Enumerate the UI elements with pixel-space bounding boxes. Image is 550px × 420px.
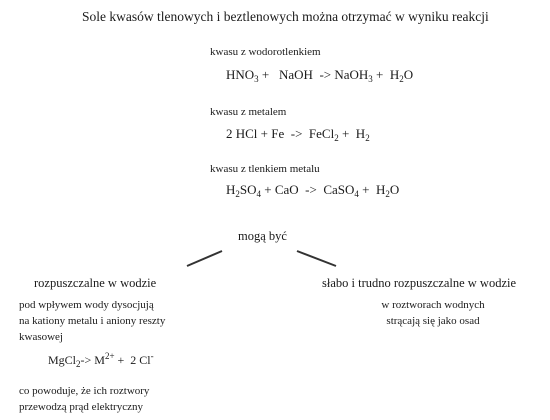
equation-acid-metal-oxide: $H_2SO_4$ + CaO -> CaSO$_4$ + $H_2O$ bbox=[226, 182, 400, 199]
right-branch-line bbox=[297, 251, 336, 266]
reaction-label-acid-metal: kwasu z metalem bbox=[210, 106, 287, 118]
middle-label: mogą być bbox=[238, 229, 287, 243]
reaction-label-acid-hydroxide: kwasu z wodorotlenkiem bbox=[210, 46, 321, 58]
equation-acid-metal: 2 HCl + Fe -> FeCl$_2$ + $H_2$ bbox=[226, 126, 370, 143]
equation-acid-hydroxide: $HNO_3$ + NaOH -> NaOH$_3$ + $H_2O$ bbox=[226, 67, 414, 84]
reaction-label-acid-metal-oxide: kwasu z tlenkiem metalu bbox=[210, 163, 320, 175]
left-branch-line bbox=[187, 251, 222, 266]
left-branch-heading: rozpuszczalne w wodzie bbox=[34, 276, 157, 290]
dissociation-equation: MgCl$_2$-> $M^{2+} + 2$ Cl- bbox=[48, 351, 154, 369]
right-branch-description: w roztworach wodnych strącają się jako osad bbox=[381, 299, 485, 327]
diagram-title: Sole kwasów tlenowych i beztlenowych można otrzymać w wyniku reakcji bbox=[82, 9, 489, 24]
right-branch-heading: słabo i trudno rozpuszczalne w wodzie bbox=[322, 276, 517, 290]
left-branch-conclusion: co powoduje, że ich roztwory przewodzą prąd elektryczny bbox=[19, 385, 150, 413]
left-branch-description: pod wpływem wody dysocjują na kationy metalu i aniony reszty kwasowej bbox=[19, 299, 166, 343]
